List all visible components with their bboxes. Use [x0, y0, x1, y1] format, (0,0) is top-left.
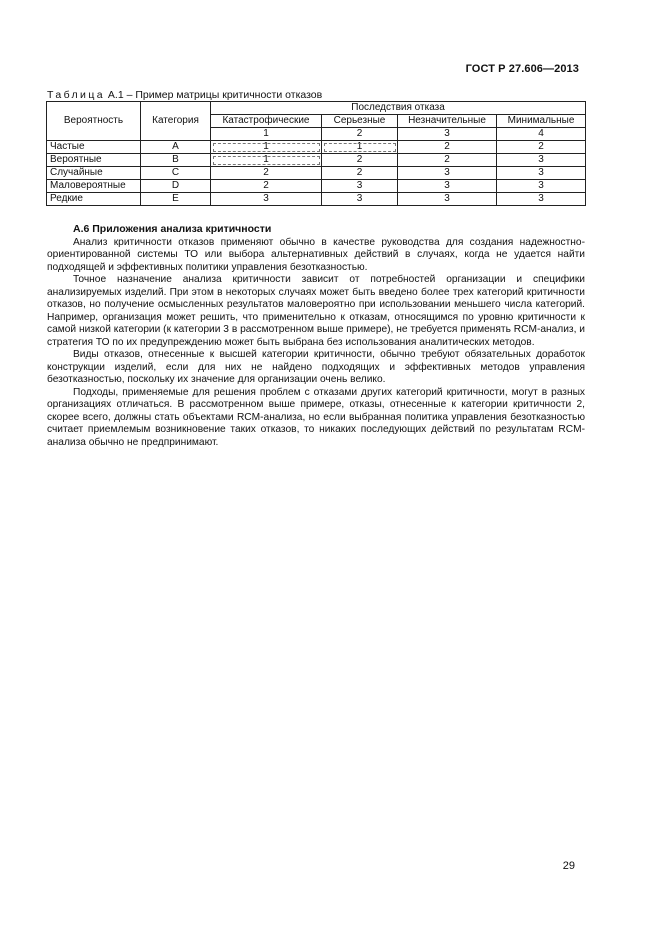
table-row	[47, 141, 586, 154]
criticality-matrix-table	[46, 101, 586, 206]
row-probability: Вероятные	[47, 154, 141, 167]
row-probability: Случайные	[47, 167, 141, 180]
consequence-label: Серьезные	[322, 115, 398, 128]
consequence-label: Катастрофические	[211, 115, 322, 128]
matrix-cell: 2	[211, 180, 322, 193]
row-category: D	[141, 180, 211, 193]
consequence-label: Минимальные	[497, 115, 586, 128]
document-header: ГОСТ Р 27.606—2013	[465, 63, 579, 75]
row-probability: Частые	[47, 141, 141, 154]
matrix-cell: 2	[497, 141, 586, 154]
row-category: E	[141, 193, 211, 206]
table-header-row	[47, 102, 586, 115]
table-row	[47, 180, 586, 193]
row-category: B	[141, 154, 211, 167]
row-probability: Маловероятные	[47, 180, 141, 193]
table-row	[47, 193, 586, 206]
page-number: 29	[562, 860, 575, 872]
table-row	[47, 167, 586, 180]
matrix-cell: 2	[398, 154, 497, 167]
matrix-cell: 2	[322, 167, 398, 180]
matrix-cell: 3	[497, 154, 586, 167]
consequence-number: 4	[497, 128, 586, 141]
table-caption	[47, 89, 322, 101]
row-category: A	[141, 141, 211, 154]
matrix-cell: 3	[497, 193, 586, 206]
header-probability: Вероятность	[47, 102, 141, 141]
header-consequences: Последствия отказа	[211, 102, 586, 115]
paragraph: Анализ критичности отказов применяют обычно в качестве руководства для создания надежностно-ориентированной системы ТО или выбора альтернативных действий в случаях, когда не удается найти подходящей и эффективных политики управления безотказностью.	[47, 236, 585, 273]
paragraph: Виды отказов, отнесенные к высшей категории критичности, обычно требуют обязательных доработок конструкции изделий, если для них не найдено подходящих и эффективных методов управления безотказностью, поскольку их значение для организации очень велико.	[47, 349, 585, 385]
header-category: Категория	[141, 102, 211, 141]
row-probability: Редкие	[47, 193, 141, 206]
matrix-cell: 3	[398, 193, 497, 206]
paragraph: Подходы, применяемые для решения проблем с отказами других категорий критичности, могут в разных организациях отличаться. В рассмотренном выше примере, отказы, отнесенные к категории критичности 2, скорее всего, должны стать объектами RCM-анализа, но если выбранная политика управления безотказностью считает приемлемым возникновение таких отказов, то никаких последующих действий по результатам RCM-анализа обычно не предпринимают.	[47, 386, 585, 448]
paragraph: Точное назначение анализа критичности зависит от потребностей организации и специфики анализируемых изделий. При этом в некоторых случаях может быть введено более трех категорий критичности отказов, но получение осмысленных результатов маловероятно при использовании меньшего числа категорий. Например, организация может решить, что применительно к отказам, относящимся по уровню критичности к самой низкой категории (к категории 3 в рассмотренном выше примере), не требуется применять RCM-анализ, и стратегия ТО по их предупреждению может быть выбрана без использования аналитических методов.	[47, 274, 585, 348]
matrix-cell: 2	[398, 141, 497, 154]
table-caption-text: А.1 – Пример матрицы критичности отказов	[104, 89, 323, 101]
consequence-number: 2	[322, 128, 398, 141]
matrix-cell: 2	[322, 154, 398, 167]
matrix-cell: 3	[398, 180, 497, 193]
matrix-cell: 3	[322, 180, 398, 193]
table-caption-label: Таблица	[47, 89, 105, 101]
section-a6	[47, 223, 585, 449]
matrix-cell: 1	[211, 141, 322, 154]
section-title: А.6 Приложения анализа критичности	[73, 223, 272, 235]
matrix-cell: 3	[398, 167, 497, 180]
matrix-cell: 1	[211, 154, 322, 167]
matrix-cell: 2	[211, 167, 322, 180]
row-category: C	[141, 167, 211, 180]
matrix-cell: 3	[497, 180, 586, 193]
matrix-cell: 3	[322, 193, 398, 206]
consequence-number: 1	[211, 128, 322, 141]
table-row	[47, 154, 586, 167]
consequence-number: 3	[398, 128, 497, 141]
consequence-label: Незначительные	[398, 115, 497, 128]
matrix-cell: 3	[497, 167, 586, 180]
matrix-cell: 1	[322, 141, 398, 154]
matrix-cell: 3	[211, 193, 322, 206]
